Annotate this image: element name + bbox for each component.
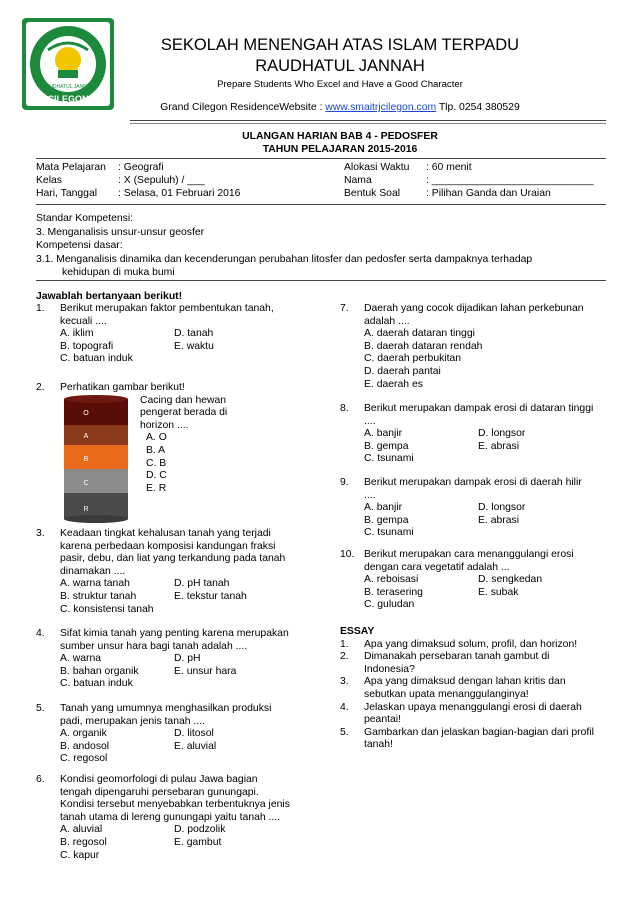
option-row [364,515,610,528]
option-row [364,453,610,466]
logo-inner-text: RAUDHATUL JANNAH [42,84,94,90]
essay-text: peantai! [364,714,401,726]
option-row [60,678,326,691]
question-body [60,528,326,616]
option: D. longsor [478,502,526,514]
option-row [60,353,326,366]
school-motto: Prepare Students Who Excel and Have a Good Character [217,79,463,90]
option-row [60,666,326,679]
question-text: Tanah yang umumnya menghasilkan produksi [60,703,272,714]
info-row [344,161,606,174]
question-number: 7. [340,303,349,314]
question-text: Daerah yang cocok dijadikan lahan perkebunan [364,303,584,314]
option: A. warna [60,653,102,665]
kd-item-cont: kehidupan di muka bumi [62,267,175,278]
name-field: : ____________________________ [426,175,594,186]
option: C. tsunami [364,527,414,539]
horizon-label-b: B [83,456,89,463]
essay-number: 2. [340,651,349,663]
question [340,403,610,466]
logo-bottom-text: CILEGON [47,94,89,104]
essay-text: Apa yang dimaksud dengan lahan kritis dan [364,676,566,688]
option: C. kapur [60,849,100,861]
question [340,303,610,391]
option-row [60,591,326,604]
option: B. topografi [60,340,114,352]
question-text: Cacing dan hewan [140,394,227,406]
option: A. iklim [60,328,94,340]
option: D. longsor [478,428,526,440]
option-row [364,441,610,454]
option: C. B [146,457,167,469]
question-text: sumber unsur hara bagi tanah adalah .... [60,640,248,652]
option: B. bahan organik [60,665,139,677]
competence-block [36,212,606,280]
info-value: : X (Sepuluh) / ___ [118,175,205,186]
question-text: Sifat kimia tanah yang penting karena merupakan [60,628,289,639]
option: A. banjir [364,428,403,440]
essay-body [364,676,610,701]
essay-body [364,639,610,652]
option: E. aluvial [174,740,217,752]
kd-item: 3.1. Menganalisis dinamika dan kecenderungan perubahan litosfer dan pedosfer serta dampaknya terhadap [36,253,533,265]
option-row [60,824,326,837]
essay-body [364,702,610,727]
essay-body [364,727,610,752]
sk-label: Standar Kompetensi: [36,213,134,224]
exam-title-line2: TAHUN PELAJARAN 2015-2016 [262,144,418,155]
option: A. banjir [364,502,403,514]
school-address [130,101,550,114]
option-row [364,587,610,600]
question-text: kecuali .... [60,315,107,327]
info-right [344,161,606,200]
info-value: : Pilihan Ganda dan Uraian [426,188,551,199]
question-text: Berikut merupakan dampak erosi di dataran tinggi [364,403,594,414]
divider [36,280,606,281]
school-name-line2: RAUDHATUL JANNAH [255,57,425,75]
option: D. sengkedan [478,574,543,586]
divider [36,204,606,205]
info-value: : 60 menit [426,162,472,173]
question-text: Berikut merupakan dampak erosi di daerah hilir [364,477,582,488]
kd-label: Kompetensi dasar: [36,240,123,251]
essay-section [340,626,610,752]
question-text: .... [364,415,376,427]
question [36,528,326,616]
question-number: 1. [36,303,45,314]
website-link[interactable]: www.smaitrjcilegon.com [325,102,437,113]
header-divider [130,120,606,121]
question [36,303,326,366]
question-text: Berikut merupakan cara menanggulangi erosi [364,549,574,560]
question [36,703,326,766]
option-row [60,328,326,341]
question-body [60,303,326,366]
essay-text: Apa yang dimaksud solum, profil, dan horizon! [364,638,578,650]
question-text: dengan cara vegetatif adalah ... [364,561,510,573]
question-number: 10. [340,549,355,560]
option: A. daerah dataran tinggi [364,328,475,340]
option-row [60,604,326,617]
essay-number: 1. [340,638,349,650]
option-row [60,753,326,766]
question-body [60,774,326,862]
option: D. pH tanah [174,578,230,590]
instruction: Jawablah bertanyaan berikut! [36,291,183,302]
question-number: 3. [36,528,45,539]
info-label: Alokasi Waktu [344,162,410,173]
option: E. waktu [174,340,214,352]
option: A. organik [60,728,107,740]
option: C. batuan induk [60,678,133,690]
question-text: tanah utama di lereng gunungapi yaitu tanah .... [60,811,281,823]
school-name-line1: SEKOLAH MENENGAH ATAS ISLAM TERPADU [160,36,520,54]
question-side [140,395,227,496]
exam-title [130,130,550,156]
option: D. pH [174,653,201,665]
question-body [364,303,610,391]
school-logo [18,14,118,114]
option: E. abrasi [478,514,520,526]
option: B. regosol [60,836,107,848]
essay-text: Jelaskan upaya menanggulangi erosi di daerah [364,701,582,713]
question-body [364,549,610,612]
option: C. konsistensi tanah [60,603,154,615]
info-value: : Selasa, 01 Februari 2016 [118,188,241,199]
option: E. R [146,482,167,494]
option: B. daerah dataran rendah [364,340,483,352]
sk-item: 3. Menganalisis unsur-unsur geosfer [36,226,205,238]
option-row [60,341,326,354]
essay-body [364,651,610,676]
option: C. guludan [364,599,415,611]
question-body [364,403,610,466]
divider [36,158,606,159]
question-number: 8. [340,403,349,414]
info-row [36,187,336,200]
option: B. gempa [364,440,409,452]
option: C. tsunami [364,453,414,465]
question-number: 9. [340,477,349,488]
option: A. O [146,432,167,444]
horizon-label-a: A [83,433,89,440]
option: A. warna tanah [60,578,130,590]
option: C. daerah perbukitan [364,353,462,365]
question-number: 4. [36,628,45,639]
option: D. daerah pantai [364,365,441,377]
question [340,549,610,612]
question-text: tengah dipengaruhi persebaran gunungapi. [60,786,259,798]
question-text: Perhatikan gambar berikut! [60,382,185,393]
info-label: Mata Pelajaran [36,162,106,173]
option: B. terasering [364,586,423,598]
question-text: padi, merupakan jenis tanah .... [60,715,205,727]
option: E. subak [478,586,519,598]
essay-title: ESSAY [340,626,375,637]
essay-text: Indonesia? [364,663,415,675]
option: E. gambut [174,836,222,848]
option: A. aluvial [60,824,103,836]
option: E. unsur hara [174,665,237,677]
option: D. podzolik [174,824,226,836]
option: B. struktur tanah [60,590,137,602]
info-value: : Geografi [118,162,164,173]
essay-text: sebutkan upata menanggulanginya! [364,688,529,700]
info-label: Kelas [36,175,62,186]
question-text: dinamakan .... [60,565,126,577]
question-text: Keadaan tingkat kehalusan tanah yang terjadi [60,528,271,539]
option-row [60,837,326,850]
option-row [364,502,610,515]
essay-number: 3. [340,676,349,688]
horizon-label-c: C [83,480,89,487]
info-label: Hari, Tanggal [36,188,98,199]
question-text: .... [364,489,376,501]
option: E. abrasi [478,440,520,452]
address-suffix: Tlp. 0254 380529 [436,102,520,113]
question-text: Kondisi tersebut menyebabkan terbentuknya jenis [60,799,290,811]
option-row [60,741,326,754]
question [36,628,326,691]
question-text: adalah .... [364,315,410,327]
exam-title-line1: ULANGAN HARIAN BAB 4 - PEDOSFER [242,131,438,142]
essay-item [340,676,610,701]
option: B. A [146,444,166,456]
essay-item [340,639,610,652]
option-row [60,728,326,741]
option: D. tanah [174,328,214,340]
question-body [364,477,610,540]
option-row [60,653,326,666]
horizon-label-r: R [83,506,89,513]
question-number: 2. [36,382,45,393]
option: D. C [146,470,167,482]
option-row [60,850,326,863]
address-prefix: Grand Cilegon ResidenceWebsite : [160,102,326,113]
horizon-label-o: O [83,410,89,417]
soil-horizon-diagram [62,395,130,525]
option-row [60,578,326,591]
option-row [364,527,610,540]
info-row [344,174,606,187]
option: E. tekstur tanah [174,590,247,602]
essay-text: tanah! [364,739,393,751]
option-row [364,599,610,612]
question-text: karena perbedaan komposisi kandungan fraksi [60,540,276,552]
option: A. reboisasi [364,574,419,586]
question-number: 6. [36,774,45,785]
question [36,774,326,862]
question [340,477,610,540]
option: B. andosol [60,740,110,752]
option: C. regosol [60,753,108,765]
question-number: 5. [36,703,45,714]
option: B. gempa [364,514,409,526]
essay-text: Dimanakah persebaran tanah gambut di [364,651,550,663]
question-text: pasir, debu, dan liat yang terkandung pada tanah [60,553,286,565]
question-body [60,628,326,691]
essay-item [340,651,610,676]
option-row [364,428,610,441]
info-label: Nama [344,175,372,186]
essay-text: Gambarkan dan jelaskan bagian-bagian dari profil [364,726,594,738]
essay-number: 4. [340,701,349,713]
info-row [36,161,336,174]
question-text: horizon .... [140,419,189,431]
option-row [364,574,610,587]
essay-item [340,702,610,727]
info-left [36,161,336,200]
essay-item [340,727,610,752]
option: E. daerah es [364,378,423,390]
question [36,382,326,494]
option: D. litosol [174,728,214,740]
info-label: Bentuk Soal [344,188,401,199]
question-body [60,703,326,766]
question-text: Kondisi geomorfologi di pulau Jawa bagian [60,774,258,785]
info-row [36,174,336,187]
info-row [344,187,606,200]
question-text: Berikut merupakan faktor pembentukan tanah, [60,303,274,314]
question-text: pengerat berada di [140,407,228,419]
option: C. batuan induk [60,353,133,365]
essay-number: 5. [340,726,349,738]
header-divider-thin [130,123,606,124]
